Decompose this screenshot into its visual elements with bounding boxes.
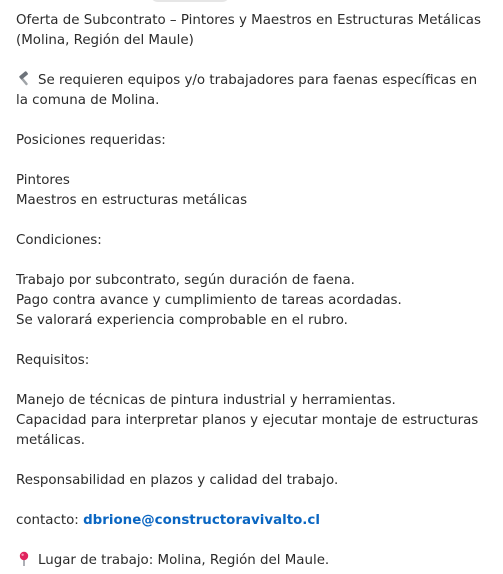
- conditions-heading: Condiciones:: [16, 233, 102, 248]
- location-line: [16, 551, 486, 571]
- avatar-edge: [150, 0, 230, 2]
- positions-heading: Posiciones requeridas:: [16, 133, 166, 148]
- condition-item: Se valorará experiencia comprobable en el rubro.: [16, 313, 348, 328]
- round-pushpin-icon: [16, 551, 32, 567]
- intro-text: Se requieren equipos y/o trabajadores para faenas específicas en la comuna de Molina.: [16, 73, 478, 108]
- position-item: Maestros en estructuras metálicas: [16, 193, 248, 208]
- post-body: [16, 11, 486, 571]
- requirement-item: Manejo de técnicas de pintura industrial y herramientas.: [16, 393, 396, 408]
- condition-item: Trabajo por subcontrato, según duración de faena.: [16, 273, 355, 288]
- contact-email-link[interactable]: dbrione@constructoravivalto.cl: [83, 513, 320, 528]
- intro-paragraph: [16, 71, 486, 111]
- contact-label: contacto:: [16, 513, 79, 528]
- contact-line: [16, 511, 486, 531]
- responsibility-text: Responsabilidad en plazos y calidad del trabajo.: [16, 473, 339, 488]
- hammer-icon: [16, 71, 32, 87]
- post-title: Oferta de Subcontrato – Pintores y Maestros en Estructuras Metálicas (Molina, Región del Maule): [16, 13, 481, 48]
- location-text: Lugar de trabajo: Molina, Región del Maule.: [38, 553, 330, 568]
- position-item: Pintores: [16, 173, 70, 188]
- condition-item: Pago contra avance y cumplimiento de tareas acordadas.: [16, 293, 402, 308]
- requirements-heading: Requisitos:: [16, 353, 90, 368]
- requirement-item: Capacidad para interpretar planos y ejecutar montaje de estructuras metálicas.: [16, 413, 479, 448]
